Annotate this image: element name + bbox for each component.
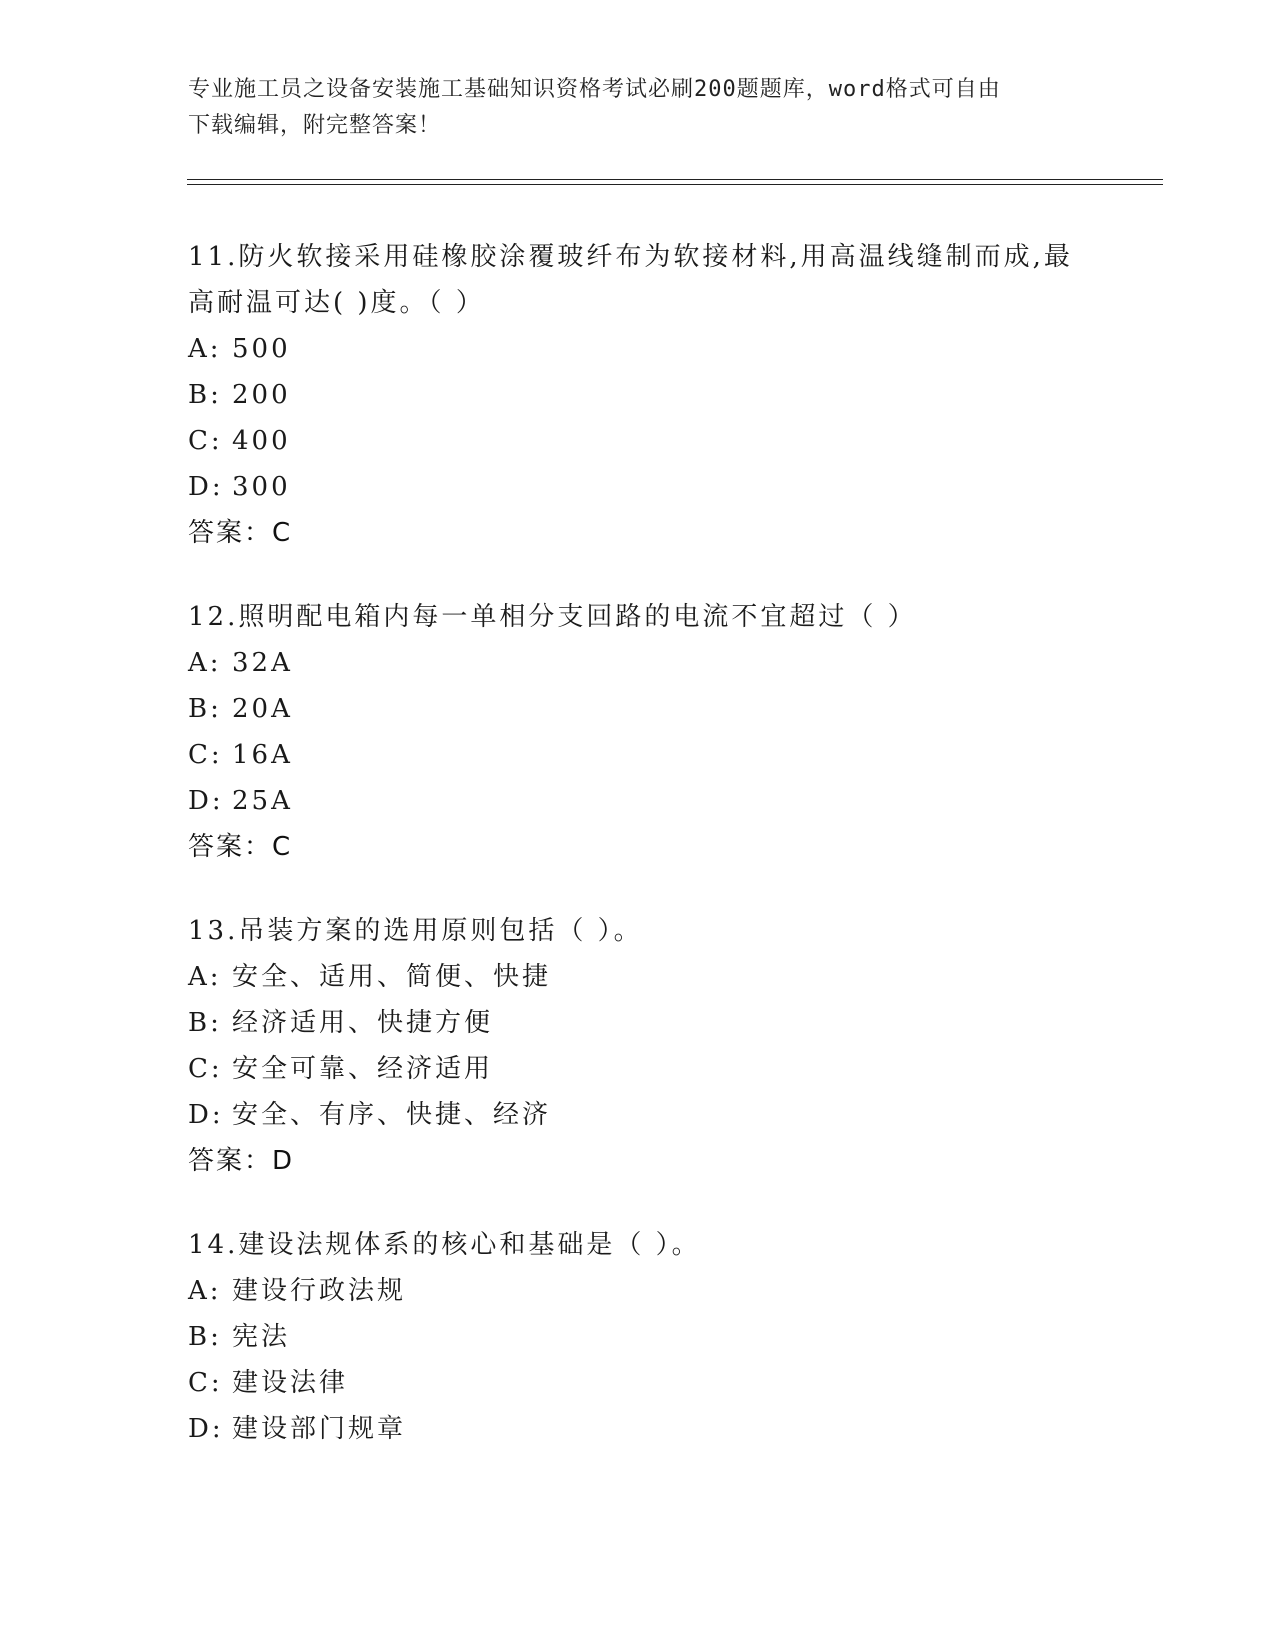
option-text: 20A bbox=[232, 694, 293, 724]
header-divider-bottom bbox=[187, 184, 1163, 185]
option-a bbox=[188, 1268, 1118, 1314]
option-a bbox=[188, 326, 1118, 372]
option-b bbox=[188, 1000, 1118, 1046]
answer-line: 答案：D bbox=[188, 1146, 295, 1176]
option-letter: D: bbox=[188, 1100, 224, 1130]
question-text-line: 13.吊装方案的选用原则包括（ ）。 bbox=[188, 916, 643, 946]
question-14 bbox=[188, 1222, 1118, 1452]
option-a bbox=[188, 954, 1118, 1000]
option-letter: B: bbox=[188, 380, 222, 410]
option-letter: A: bbox=[188, 648, 222, 678]
option-b bbox=[188, 372, 1118, 418]
header-divider-top bbox=[187, 179, 1163, 180]
option-letter: A: bbox=[188, 1276, 222, 1306]
header-line-2: 下载编辑，附完整答案！ bbox=[188, 113, 442, 138]
answer-line: 答案：C bbox=[188, 518, 293, 548]
option-text: 经济适用、快捷方便 bbox=[232, 1008, 494, 1038]
option-letter: C: bbox=[188, 1368, 223, 1398]
question-13 bbox=[188, 908, 1118, 1184]
question-list bbox=[188, 234, 1118, 1490]
question-text-line: 高耐温可达( )度。（ ） bbox=[188, 288, 485, 318]
answer-line: 答案：C bbox=[188, 832, 293, 862]
option-text: 25A bbox=[232, 786, 293, 816]
option-text: 32A bbox=[232, 648, 293, 678]
option-letter: C: bbox=[188, 426, 223, 456]
option-b bbox=[188, 686, 1118, 732]
option-d bbox=[188, 1092, 1118, 1138]
option-text: 建设行政法规 bbox=[232, 1276, 407, 1306]
option-text: 300 bbox=[232, 472, 291, 502]
option-letter: B: bbox=[188, 694, 222, 724]
option-d bbox=[188, 1406, 1118, 1452]
option-letter: C: bbox=[188, 1054, 223, 1084]
option-text: 宪法 bbox=[232, 1322, 291, 1352]
header-line-1: 专业施工员之设备安装施工基础知识资格考试必刷200题题库，word格式可自由 bbox=[188, 77, 1001, 102]
option-text: 安全可靠、经济适用 bbox=[232, 1054, 494, 1084]
option-text: 16A bbox=[232, 740, 293, 770]
option-a bbox=[188, 640, 1118, 686]
option-letter: A: bbox=[188, 962, 222, 992]
option-text: 400 bbox=[232, 426, 291, 456]
question-11 bbox=[188, 234, 1118, 556]
option-letter: B: bbox=[188, 1322, 222, 1352]
option-text: 安全、适用、简便、快捷 bbox=[232, 962, 552, 992]
option-text: 200 bbox=[232, 380, 291, 410]
option-d bbox=[188, 778, 1118, 824]
option-c bbox=[188, 1046, 1118, 1092]
question-text-line: 12.照明配电箱内每一单相分支回路的电流不宜超过（ ） bbox=[188, 602, 917, 632]
option-b bbox=[188, 1314, 1118, 1360]
option-text: 500 bbox=[232, 334, 291, 364]
option-d bbox=[188, 464, 1118, 510]
option-letter: D: bbox=[188, 786, 224, 816]
option-c bbox=[188, 1360, 1118, 1406]
option-letter: D: bbox=[188, 472, 224, 502]
option-text: 安全、有序、快捷、经济 bbox=[232, 1100, 552, 1130]
option-letter: D: bbox=[188, 1414, 224, 1444]
option-text: 建设部门规章 bbox=[232, 1414, 407, 1444]
option-text: 建设法律 bbox=[232, 1368, 349, 1398]
question-text-line: 14.建设法规体系的核心和基础是（ ）。 bbox=[188, 1230, 701, 1260]
option-letter: C: bbox=[188, 740, 223, 770]
option-letter: A: bbox=[188, 334, 222, 364]
option-c bbox=[188, 418, 1118, 464]
option-c bbox=[188, 732, 1118, 778]
document-header bbox=[188, 72, 1088, 144]
question-text-line: 11.防火软接采用硅橡胶涂覆玻纤布为软接材料,用高温线缝制而成,最 bbox=[188, 242, 1073, 272]
option-letter: B: bbox=[188, 1008, 222, 1038]
question-12 bbox=[188, 594, 1118, 870]
